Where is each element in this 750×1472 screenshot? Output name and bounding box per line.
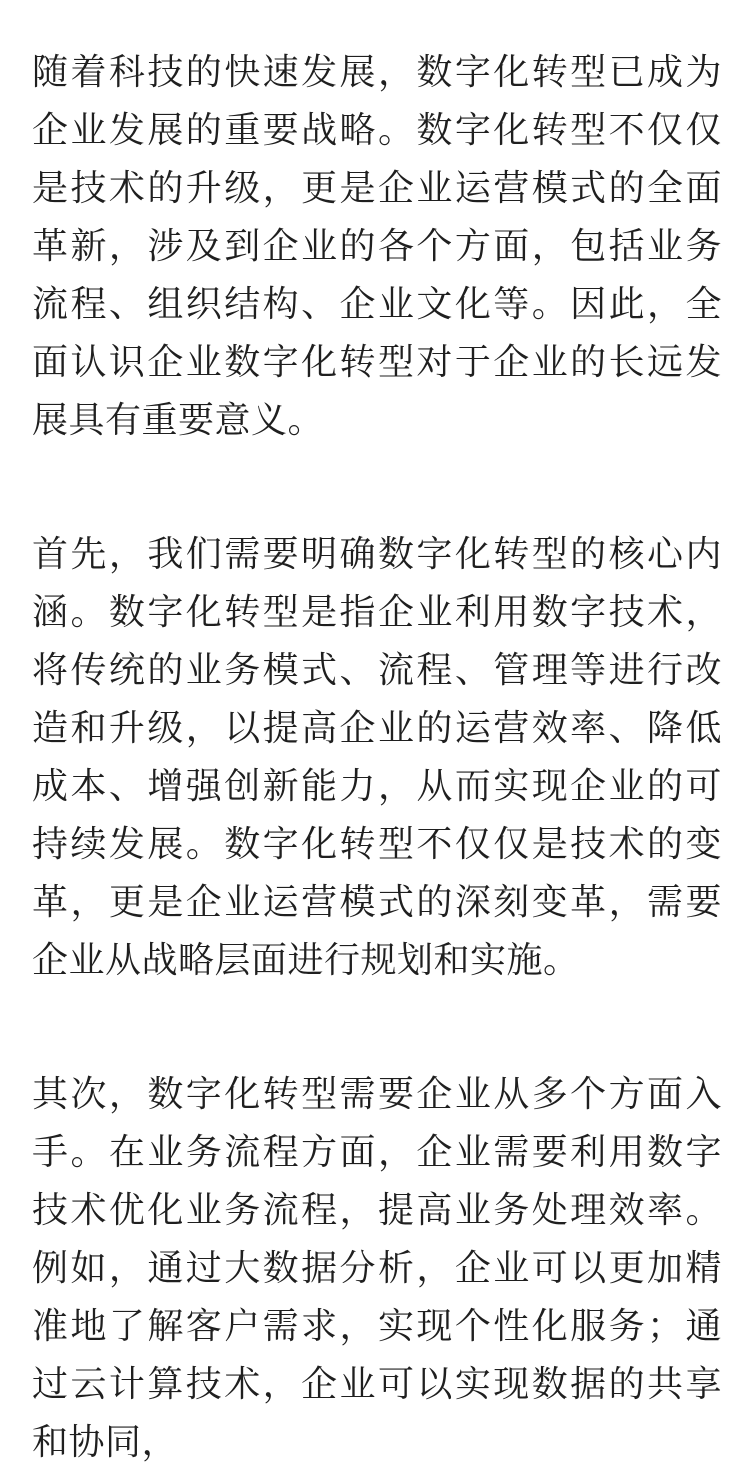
paragraph-3: 其次，数字化转型需要企业从多个方面入手。在业务流程方面，企业需要利用数字技术优化业务流程，提高业务处理效率。例如，通过大数据分析，企业可以更加精准地了解客户需求，实现个性化服务；通过云计算技术，企业可以实现数据的共享和协同，	[32, 1074, 722, 1463]
paragraph-1: 随着科技的快速发展，数字化转型已成为企业发展的重要战略。数字化转型不仅仅是技术的升级，更是企业运营模式的全面革新，涉及到企业的各个方面，包括业务流程、组织结构、企业文化等。因此，全面认识企业数字化转型对于企业的长远发展具有重要意义。	[32, 52, 722, 441]
article-body	[32, 44, 722, 1472]
paragraph-2: 首先，我们需要明确数字化转型的核心内涵。数字化转型是指企业利用数字技术，将传统的业务模式、流程、管理等进行改造和升级，以提高企业的运营效率、降低成本、增强创新能力，从而实现企业的可持续发展。数字化转型不仅仅是技术的变革，更是企业运营模式的深刻变革，需要企业从战略层面进行规划和实施。	[32, 534, 722, 981]
